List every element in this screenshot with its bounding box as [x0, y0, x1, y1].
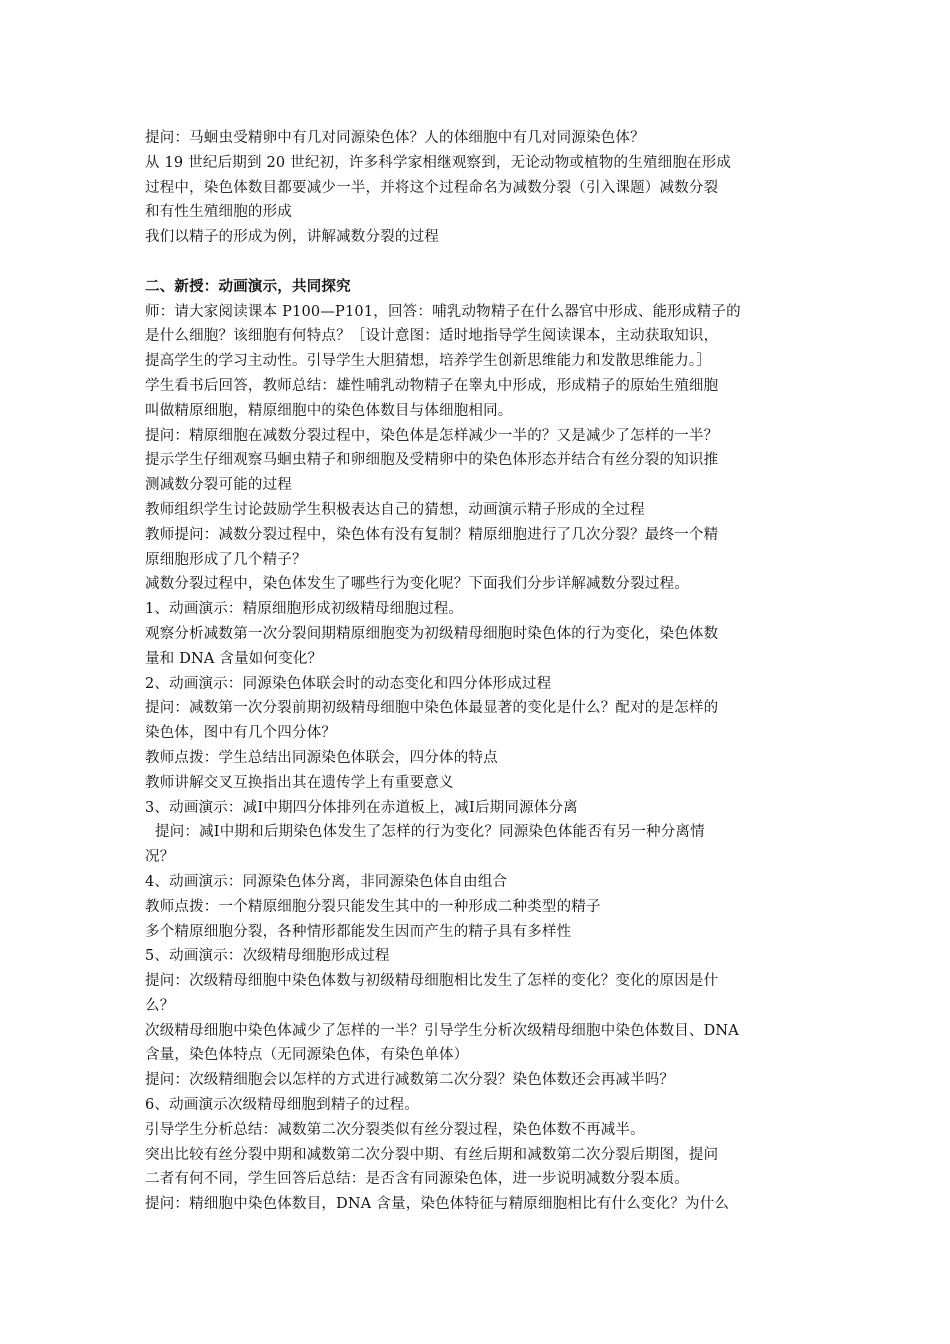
text-line: 4、动画演示：同源染色体分离，非同源染色体自由组合	[145, 873, 508, 890]
text-line: 6、动画演示次级精母细胞到精子的过程。	[145, 1097, 420, 1114]
text-line: 提问：减Ⅰ中期和后期染色体发生了怎样的行为变化？同源染色体能否有另一种分离情	[155, 824, 705, 841]
text-line: 量和 DNA 含量如何变化？	[145, 650, 323, 667]
body-block	[145, 300, 813, 1217]
text-line: 1、动画演示：精原细胞形成初级精母细胞过程。	[145, 601, 464, 618]
text-line: 减数分裂过程中，染色体发生了哪些行为变化呢？下面我们分步详解减数分裂过程。	[145, 576, 689, 593]
blank-line	[145, 250, 813, 275]
text-line: 提问：次级精细胞会以怎样的方式进行减数第二次分裂？染色体数还会再减半吗？	[145, 1072, 675, 1089]
text-line: 染色体，图中有几个四分体？	[145, 725, 337, 742]
text-line: 教师组织学生讨论鼓励学生积极表达自己的猜想，动画演示精子形成的全过程	[145, 501, 645, 518]
text-line: 我们以精子的形成为例，讲解减数分裂的过程	[145, 229, 439, 246]
text-line: 师：请大家阅读课本 P100—P101，回答：哺乳动物精子在什么器官中形成、能形成精子的	[145, 303, 741, 320]
text-line: 提示学生仔细观察马蛔虫精子和卵细胞及受精卵中的染色体形态并结合有丝分裂的知识推	[145, 452, 719, 469]
text-line: 5、动画演示：次级精母细胞形成过程	[145, 948, 390, 965]
intro-block	[145, 126, 813, 250]
text-line: 提高学生的学习主动性。引导学生大胆猜想，培养学生创新思维能力和发散思维能力。］	[145, 353, 712, 370]
text-line: 提问：精细胞中染色体数目，DNA 含量，染色体特征与精原细胞相比有什么变化？为什么	[145, 1196, 730, 1213]
text-line: 教师讲解交叉互换指出其在遗传学上有重要意义	[145, 774, 454, 791]
text-line: 教师提问：减数分裂过程中，染色体有没有复制？精原细胞进行了几次分裂？最终一个精	[145, 526, 719, 543]
text-line: 提问：减数第一次分裂前期初级精母细胞中染色体最显著的变化是什么？配对的是怎样的	[145, 700, 719, 717]
text-line: 和有性生殖细胞的形成	[145, 204, 292, 221]
text-line: 教师点拨：学生总结出同源染色体联会，四分体的特点	[145, 749, 498, 766]
text-line: 提问：次级精母细胞中染色体数与初级精母细胞相比发生了怎样的变化？变化的原因是什	[145, 973, 719, 990]
text-line: 多个精原细胞分裂，各种情形都能发生因而产生的精子具有多样性	[145, 923, 572, 940]
text-line: 3、动画演示：减Ⅰ中期四分体排列在赤道板上，减Ⅰ后期同源体分离	[145, 799, 578, 816]
text-line: 教师点拨：一个精原细胞分裂只能发生其中的一种形成二种类型的精子	[145, 898, 601, 915]
text-line: 过程中，染色体数目都要减少一半，并将这个过程命名为减数分裂（引入课题）减数分裂	[145, 179, 719, 196]
text-line: 突出比较有丝分裂中期和减数第二次分裂中期、有丝后期和减数第二次分裂后期图，提问	[145, 1146, 719, 1163]
text-line: 况？	[145, 849, 175, 866]
text-line: 次级精母细胞中染色体减少了怎样的一半？引导学生分析次级精母细胞中染色体数目、DNA	[145, 1022, 739, 1039]
text-line: 观察分析减数第一次分裂间期精原细胞变为初级精母细胞时染色体的行为变化，染色体数	[145, 625, 719, 642]
document-page	[145, 126, 813, 1217]
text-line: 从 19 世纪后期到 20 世纪初，许多科学家相继观察到，无论动物或植物的生殖细胞在形成	[145, 154, 732, 171]
text-line: 学生看书后回答，教师总结：雄性哺乳动物精子在睾丸中形成，形成精子的原始生殖细胞	[145, 377, 719, 394]
text-line: 么？	[145, 997, 175, 1014]
text-line: 含量，染色体特点（无同源染色体，有染色单体）	[145, 1047, 469, 1064]
text-line: 2、动画演示：同源染色体联会时的动态变化和四分体形成过程	[145, 675, 552, 692]
text-line: 叫做精原细胞，精原细胞中的染色体数目与体细胞相同。	[145, 402, 513, 419]
text-line: 是什么细胞？该细胞有何特点？［设计意图：适时地指导学生阅读课本，主动获取知识，	[145, 328, 719, 345]
text-line: 提问：精原细胞在减数分裂过程中，染色体是怎样减少一半的？又是减少了怎样的一半？	[145, 427, 719, 444]
text-line: 二者有何不同，学生回答后总结：是否含有同源染色体，进一步说明减数分裂本质。	[145, 1171, 689, 1188]
section-heading: 二、新授：动画演示，共同探究	[145, 277, 351, 295]
text-line: 提问：马蛔虫受精卵中有几对同源染色体？人的体细胞中有几对同源染色体？	[145, 130, 645, 146]
text-line: 测减数分裂可能的过程	[145, 477, 292, 494]
text-line: 引导学生分析总结：减数第二次分裂类似有丝分裂过程，染色体数不再减半。	[145, 1121, 645, 1138]
text-line: 原细胞形成了几个精子？	[145, 551, 307, 568]
